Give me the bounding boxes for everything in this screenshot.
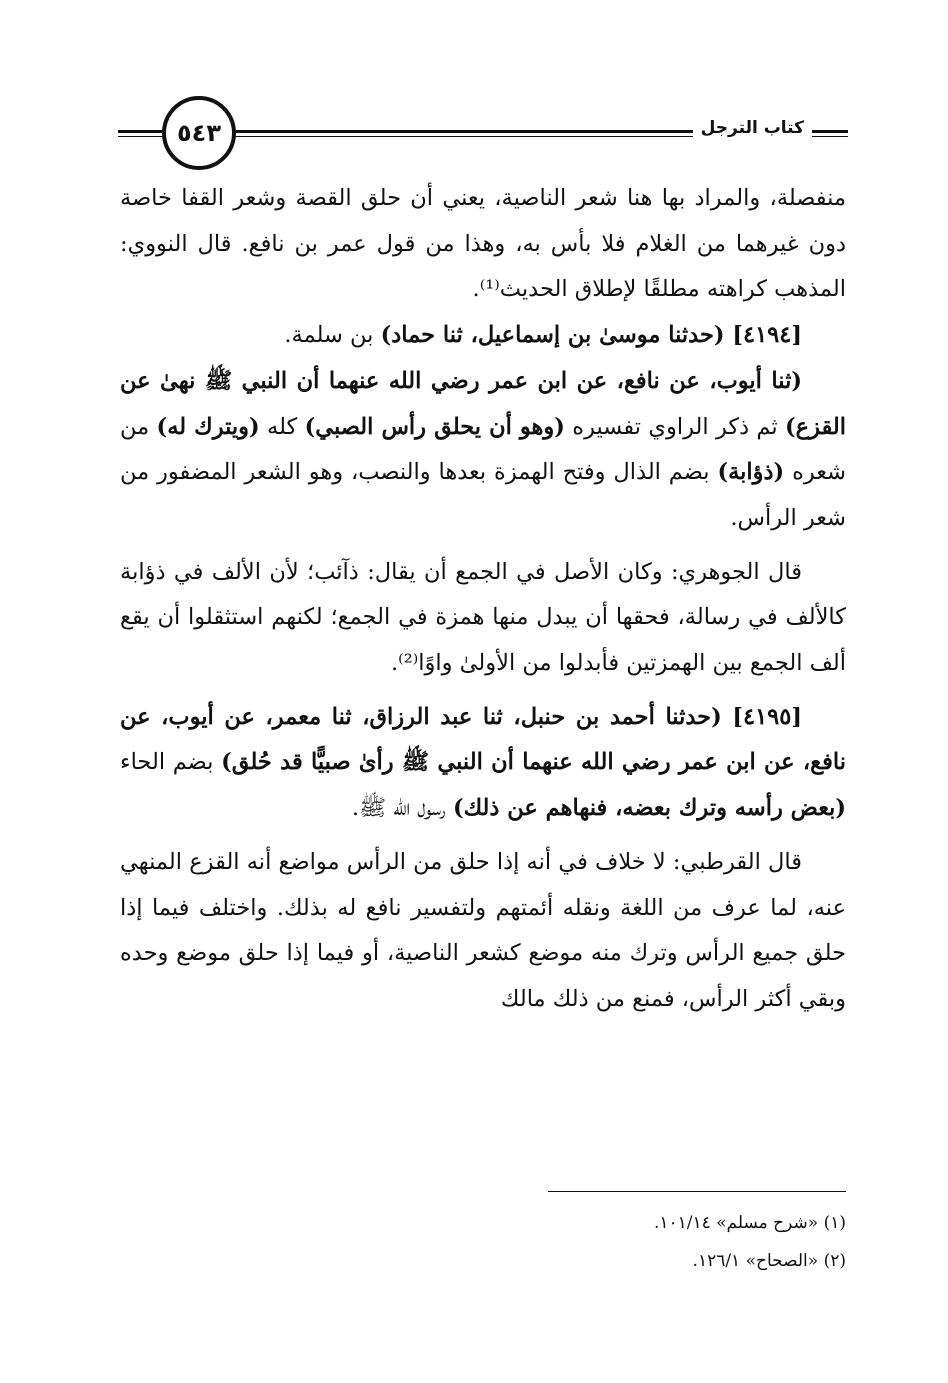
page-number [162,96,236,170]
footnote-2: (٢) «الصحاح» ١٢٦/١. [692,1251,846,1271]
paragraph-5-bold-2: (بعض رأسه وترك بعضه، فنهاهم عن ذلك) [452,795,846,822]
paragraph-2 [120,313,846,359]
paragraph-1: منفصلة، والمراد بها هنا شعر الناصية، يعني أن حلق القصة وشعر القفا خاصة دون غيرهما من الغلام فلا بأس به، وهذا من قول عمر بن نافع. قال النووي: المذهب كراهته مطلقًا لإطلاق الحديث⁽¹⁾. [120,185,846,303]
paragraph-6: قال القرطبي: لا خلاف في أنه إذا حلق من الرأس مواضع أنه القزع المنهي عنه، لما عرف من اللغة ونقله أئمتهم ولتفسير نافع له بذلك. واختلف فيما إذا حلق جميع الرأس وترك منه موضع كشعر الناصية، أو فيما إذا حلق موضع وحده وبقي أكثر الرأس، فمنع من ذلك مالك [120,848,846,1012]
footnote-separator [548,1191,846,1192]
paragraph-3 [120,359,846,542]
paragraph-3-text-4: بضم الذال وفتح الهمزة بعدها والنصب، وهو الشعر المضفور من شعر الرأس. [120,459,846,531]
hadith-4194-isnad: [٤١٩٤] (حدثنا موسىٰ بن إسماعيل، ثنا حماد) [380,322,802,349]
paragraph-3-bold-3: (ويترك له) [156,413,260,440]
paragraph-5 [120,695,846,832]
page-number-text: ٥٤٣ [177,119,221,147]
paragraph-4: قال الجوهري: وكان الأصل في الجمع أن يقال: ذآئب؛ لأن الألف في ذؤابة كالألف في رسالة، فحقها أن يبدل منها همزة في الجمع؛ لكنهم استثقلوا أن يقع ألف الجمع بين الهمزتين فأبدلوا من الأولىٰ واوًا⁽²⁾. [120,558,846,677]
page-header [118,96,848,172]
paragraph-3-text-1: ثم ذكر الراوي تفسيره [564,413,786,440]
paragraph-3-bold-2: (وهو أن يحلق رأس الصبي) [304,413,565,440]
paragraph-5-text-2: رسول الله ﷺ. [351,795,453,822]
chapter-title: كتاب الترجل [693,118,812,138]
footnote-1: (١) «شرح مسلم» ١٠١/١٤. [653,1213,846,1233]
hadith-4194-matn: (ثنا أيوب، عن نافع، عن ابن عمر رضي الله عنهما أن النبي ﷺ نهىٰ عن القزع) [120,367,847,440]
paragraph-3-bold-4: (ذؤابة) [717,459,785,486]
paragraph-5-text-1: بضم الحاء [120,749,222,776]
hadith-4195: [٤١٩٥] (حدثنا أحمد بن حنبل، ثنا عبد الرزاق، ثنا معمر، عن أيوب، عن نافع، عن ابن عمر رضي الله عنهما أن النبي ﷺ رأىٰ صبيًّا قد حُلق) [120,703,846,776]
paragraph-2-rest: بن سلمة. [284,322,381,349]
main-text [120,176,846,1023]
footnotes [120,1204,846,1280]
paragraph-3-text-3: من شعره [120,413,846,486]
paragraph-3-text-2: كله [259,413,305,440]
